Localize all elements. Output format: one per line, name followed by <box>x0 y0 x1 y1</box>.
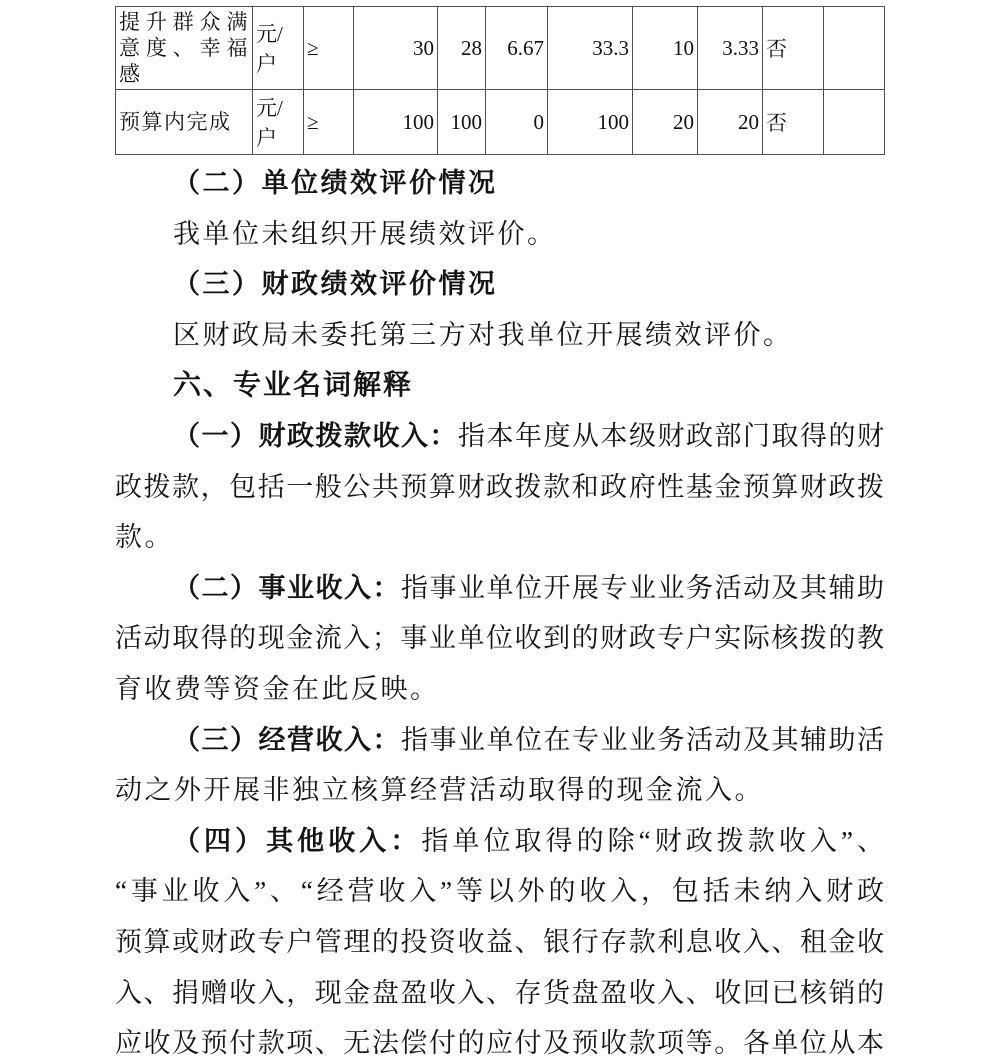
cell-deviation-rate: 6.67 <box>486 7 548 90</box>
term-fiscal-appropriation-line <box>115 411 884 462</box>
cell-unit: 元/户 <box>253 90 304 155</box>
term-institutional-income-line <box>115 563 884 614</box>
body-line: 应收及预付款项、无法偿付的应付及预收款项等。各单位从本 <box>115 1028 884 1059</box>
cell-target-value: 30 <box>354 7 438 90</box>
cell-direction: ≥ <box>304 90 354 155</box>
cell-actual-value: 28 <box>438 7 486 90</box>
cell-actual-value: 100 <box>438 90 486 155</box>
body-line: 政拨款，包括一般公共预算财政拨款和政府性基金预算财政拨 <box>115 471 884 502</box>
body-line: 活动取得的现金流入；事业单位收到的财政专户实际核拨的教 <box>115 623 884 654</box>
cell-direction: ≥ <box>304 7 354 90</box>
cell-unit: 元/户 <box>253 7 304 90</box>
term-definition: 指事业单位开展专业业务活动及其辅助 <box>401 572 884 603</box>
cell-score-full: 20 <box>633 90 698 155</box>
body-line: 入、捐赠收入，现金盘盈收入、存货盘盈收入、收回已核销的 <box>115 977 884 1008</box>
cell-indicator-name: 提升群众满意度、幸福感 <box>116 7 253 90</box>
heading-terms-glossary: 六、专业名词解释 <box>173 369 414 401</box>
body-line: “事业收入”、“经营收入”等以外的收入，包括未纳入财政 <box>115 876 884 907</box>
cell-deviation-rate: 0 <box>486 90 548 155</box>
cell-score: 20 <box>698 90 763 155</box>
cell-deviation-flag: 否 <box>763 7 824 90</box>
table-row <box>116 7 885 90</box>
table-row <box>116 90 885 155</box>
term-definition: 指单位取得的除“财政拨款收入”、 <box>421 825 884 856</box>
cell-remark <box>824 7 885 90</box>
indicator-table <box>115 6 885 155</box>
indicator-table-wrapper <box>115 6 885 155</box>
term-other-income-line <box>115 816 884 867</box>
cell-score-full: 10 <box>633 7 698 90</box>
term-label: （二）事业收入： <box>173 572 401 603</box>
term-label: （三）经营收入： <box>173 724 401 755</box>
cell-target-value: 100 <box>354 90 438 155</box>
body-line: 动之外开展非独立核算经营活动取得的现金流入。 <box>115 775 764 806</box>
body-line: 区财政局未委托第三方对我单位开展绩效评价。 <box>173 319 793 350</box>
term-operating-income-line <box>115 715 884 766</box>
document-body <box>115 158 884 1063</box>
term-label: （四）其他收入： <box>173 825 422 856</box>
cell-weight: 100 <box>548 90 633 155</box>
heading-unit-evaluation: （二）单位绩效评价情况 <box>173 168 498 198</box>
body-line: 育收费等资金在此反映。 <box>115 673 440 704</box>
term-definition: 指本年度从本级财政部门取得的财 <box>458 420 884 451</box>
heading-finance-evaluation: （三）财政绩效评价情况 <box>173 269 498 300</box>
term-label: （一）财政拨款收入： <box>173 420 458 451</box>
body-line: 预算或财政专户管理的投资收益、银行存款利息收入、租金收 <box>115 926 884 957</box>
body-line: 我单位未组织开展绩效评价。 <box>173 218 557 249</box>
cell-remark <box>824 90 885 155</box>
body-line: 款。 <box>115 522 174 553</box>
cell-deviation-flag: 否 <box>763 90 824 155</box>
cell-weight: 33.3 <box>548 7 633 90</box>
term-definition: 指事业单位在专业业务活动及其辅助活 <box>401 724 884 755</box>
cell-score: 3.33 <box>698 7 763 90</box>
cell-indicator-name: 预算内完成 <box>116 90 253 155</box>
